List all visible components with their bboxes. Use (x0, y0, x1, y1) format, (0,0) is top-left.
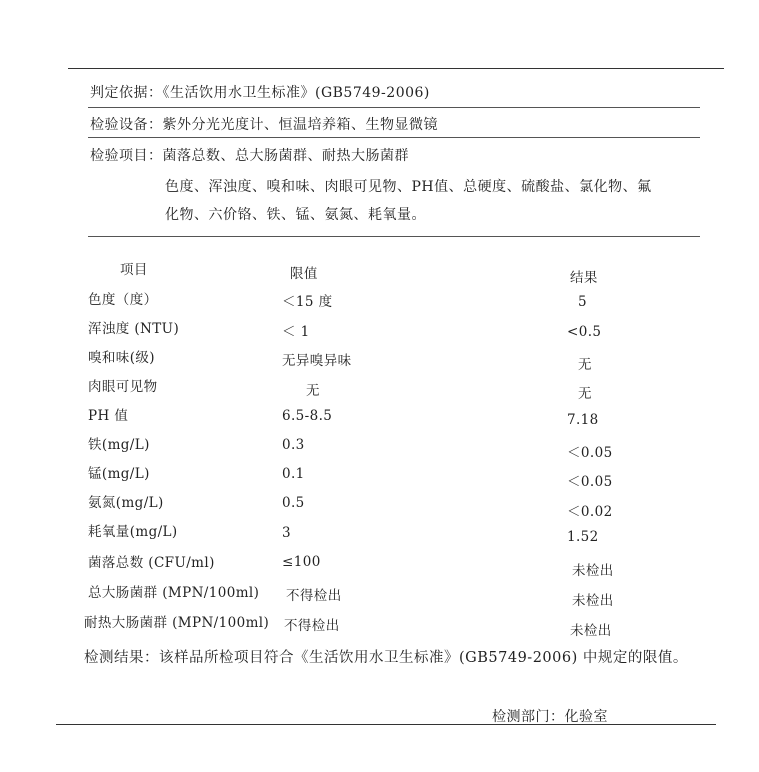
bottom-rule (56, 724, 716, 725)
row-limit: 3 (282, 525, 291, 541)
header-result: 结果 (570, 270, 598, 286)
row-result: <0.5 (567, 324, 602, 340)
basis-line: 判定依据：《生活饮用水卫生标准》(GB5749-2006) (90, 85, 430, 101)
row-result: 1.52 (567, 529, 599, 545)
row-item: PH 值 (88, 408, 129, 424)
row-item: 浑浊度 (NTU) (88, 321, 180, 337)
equipment-line: 检验设备：紫外分光光度计、恒温培养箱、生物显微镜 (90, 117, 438, 133)
row-limit: 无 (306, 383, 320, 399)
top-rule (68, 68, 724, 69)
row-item: 肉眼可见物 (88, 379, 158, 395)
row-result: 无 (578, 386, 592, 402)
test-items-line-3: 化物、六价铬、铁、锰、氨氮、耗氧量。 (165, 207, 426, 223)
rule-after-items (88, 236, 700, 237)
row-result: ＜0.05 (567, 445, 613, 461)
row-limit: ≤100 (282, 554, 321, 570)
row-limit: ＜15 度 (282, 294, 333, 310)
row-result: 未检出 (572, 563, 614, 579)
row-result: ＜0.05 (567, 474, 613, 490)
row-limit: 0.5 (282, 495, 305, 511)
row-limit: 不得检出 (286, 588, 342, 604)
row-item: 色度（度） (88, 292, 158, 308)
row-limit: ＜ 1 (282, 324, 310, 340)
row-result: 无 (578, 357, 592, 373)
row-result: 7.18 (567, 412, 599, 428)
conclusion-line: 检测结果：该样品所检项目符合《生活饮用水卫生标准》(GB5749-2006) 中规定的限值。 (84, 650, 688, 666)
row-item: 耐热大肠菌群 (MPN/100ml) (84, 615, 270, 631)
row-item: 锰(mg/L) (88, 466, 150, 482)
test-items-line-2: 色度、浑浊度、嗅和味、肉眼可见物、PH值、总硬度、硫酸盐、氯化物、氟 (165, 179, 652, 195)
row-result: 5 (578, 294, 587, 310)
row-result: 未检出 (570, 623, 612, 639)
department-line: 检测部门：化验室 (492, 709, 608, 725)
row-limit: 无异嗅异味 (282, 353, 352, 369)
rule-after-equipment (88, 137, 700, 138)
row-item: 氨氮(mg/L) (88, 495, 164, 511)
row-item: 总大肠菌群 (MPN/100ml) (88, 585, 260, 601)
rule-after-basis (88, 107, 700, 108)
header-item: 项目 (120, 262, 148, 278)
row-limit: 不得检出 (284, 618, 340, 634)
row-item: 铁(mg/L) (88, 437, 150, 453)
row-limit: 0.1 (282, 466, 305, 482)
row-result: ＜0.02 (567, 504, 613, 520)
row-item: 嗅和味(级) (88, 350, 155, 366)
header-limit: 限值 (290, 266, 318, 282)
row-item: 耗氧量(mg/L) (88, 524, 178, 540)
row-limit: 6.5-8.5 (282, 408, 333, 424)
row-limit: 0.3 (282, 437, 305, 453)
row-result: 未检出 (572, 593, 614, 609)
row-item: 菌落总数 (CFU/ml) (88, 555, 215, 571)
test-items-line-1: 检验项目：菌落总数、总大肠菌群、耐热大肠菌群 (90, 148, 409, 164)
